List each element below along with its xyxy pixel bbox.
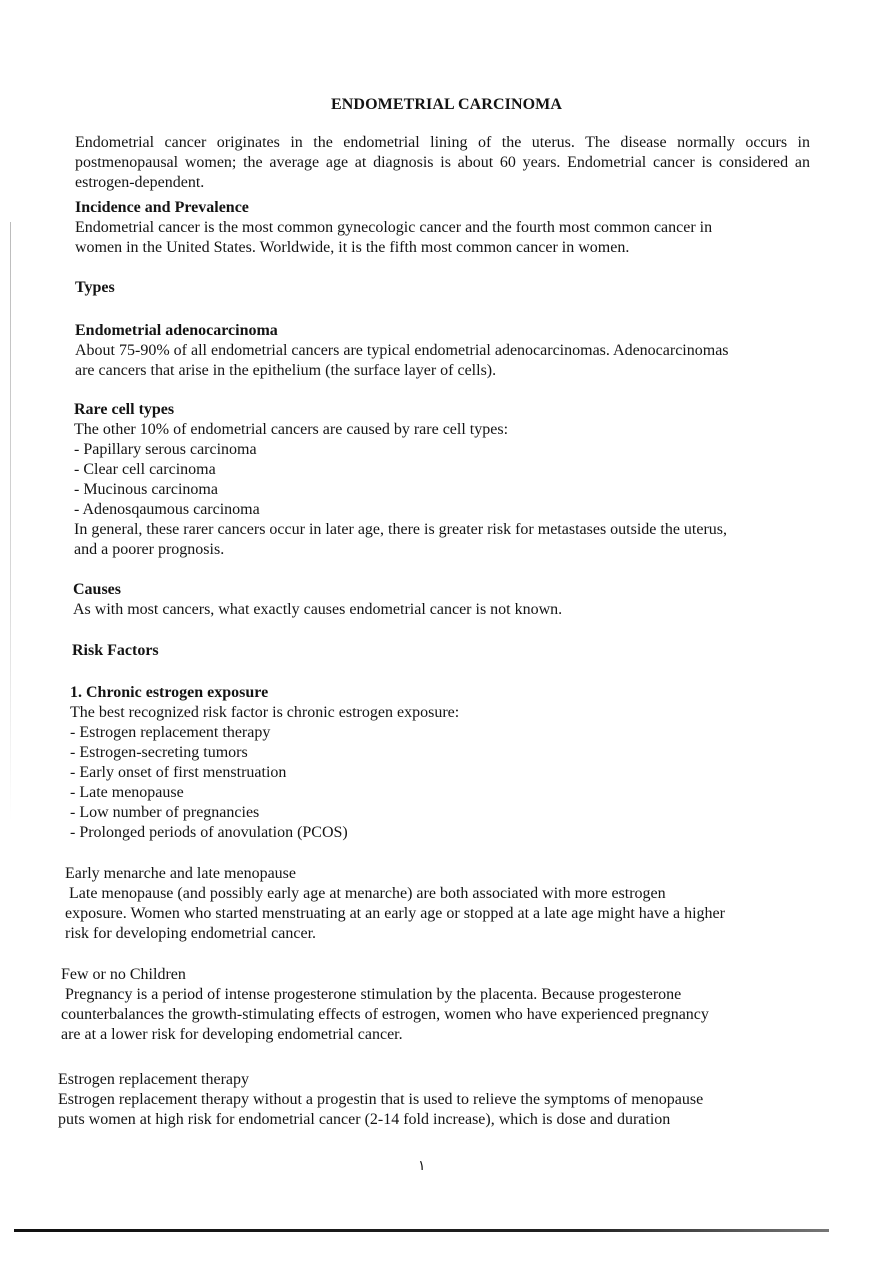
- list-item: - Estrogen replacement therapy: [70, 724, 271, 741]
- list-item: - Estrogen-secreting tumors: [70, 744, 248, 761]
- rare-cell-heading: Rare cell types: [74, 401, 175, 418]
- chronic-estrogen-heading: 1. Chronic estrogen exposure: [70, 684, 269, 701]
- early-menarche-line: exposure. Women who started menstruating at an early age or stopped at a late age might have a higher: [65, 905, 725, 922]
- early-menarche-section: [65, 864, 725, 944]
- early-menarche-line: Late menopause (and possibly early age at menarche) are both associated with more estrogen: [65, 885, 666, 902]
- list-item: - Papillary serous carcinoma: [74, 441, 257, 458]
- rare-cell-outro: In general, these rarer cancers occur in later age, there is greater risk for metastases outside the uterus,: [74, 521, 728, 538]
- ert-line: puts women at high risk for endometrial cancer (2-14 fold increase), which is dose and duration: [58, 1111, 671, 1128]
- few-children-section: [61, 965, 709, 1045]
- incidence-line: Endometrial cancer is the most common gynecologic cancer and the fourth most common cancer in: [75, 219, 713, 236]
- few-children-line: are at a lower risk for developing endometrial cancer.: [61, 1026, 403, 1043]
- adenocarcinoma-line: are cancers that arise in the epithelium (the surface layer of cells).: [75, 362, 497, 379]
- causes-section: [73, 580, 562, 620]
- adenocarcinoma-section: [75, 321, 729, 381]
- rare-cell-intro: The other 10% of endometrial cancers are caused by rare cell types:: [74, 421, 509, 438]
- page-title: ENDOMETRIAL CARCINOMA: [331, 96, 562, 113]
- intro-paragraph: Endometrial cancer originates in the endometrial lining of the uterus. The disease normally occurs in postmenopausal women; the average age at diagnosis is about 60 years. Endometrial cancer is considered an estrogen-dependent.: [75, 134, 810, 191]
- early-menarche-line: risk for developing endometrial cancer.: [65, 925, 317, 942]
- few-children-line: counterbalances the growth-stimulating effects of estrogen, women who have experienced pregnancy: [61, 1006, 709, 1023]
- chronic-estrogen-intro: The best recognized risk factor is chronic estrogen exposure:: [70, 704, 460, 721]
- incidence-section: [75, 198, 712, 258]
- page-number: ١: [418, 1159, 426, 1174]
- rare-cell-section: [74, 400, 727, 560]
- list-item: - Prolonged periods of anovulation (PCOS): [70, 824, 348, 841]
- ert-section: [58, 1070, 703, 1130]
- bottom-rule: [14, 1229, 829, 1232]
- scan-edge-line: [10, 222, 11, 822]
- list-item: - Clear cell carcinoma: [74, 461, 216, 478]
- risk-factors-heading: Risk Factors: [72, 642, 159, 659]
- causes-text: As with most cancers, what exactly causes endometrial cancer is not known.: [73, 601, 563, 618]
- rare-cell-outro: and a poorer prognosis.: [74, 541, 225, 558]
- ert-heading: Estrogen replacement therapy: [58, 1071, 250, 1088]
- few-children-heading: Few or no Children: [61, 966, 186, 983]
- early-menarche-heading: Early menarche and late menopause: [65, 865, 296, 882]
- adenocarcinoma-line: About 75-90% of all endometrial cancers are typical endometrial adenocarcinomas. Adenocarcinomas: [75, 342, 729, 359]
- list-item: - Early onset of first menstruation: [70, 764, 287, 781]
- list-item: - Adenosqaumous carcinoma: [74, 501, 260, 518]
- few-children-line: Pregnancy is a period of intense progesterone stimulation by the placenta. Because progesterone: [61, 986, 682, 1003]
- list-item: - Late menopause: [70, 784, 184, 801]
- chronic-estrogen-section: [70, 683, 459, 843]
- list-item: - Mucinous carcinoma: [74, 481, 218, 498]
- adenocarcinoma-heading: Endometrial adenocarcinoma: [75, 322, 278, 339]
- types-heading: Types: [75, 279, 115, 296]
- causes-heading: Causes: [73, 581, 122, 598]
- incidence-heading: Incidence and Prevalence: [75, 199, 249, 216]
- incidence-line: women in the United States. Worldwide, it is the fifth most common cancer in women.: [75, 239, 630, 256]
- ert-line: Estrogen replacement therapy without a progestin that is used to relieve the symptoms of menopause: [58, 1091, 704, 1108]
- list-item: - Low number of pregnancies: [70, 804, 260, 821]
